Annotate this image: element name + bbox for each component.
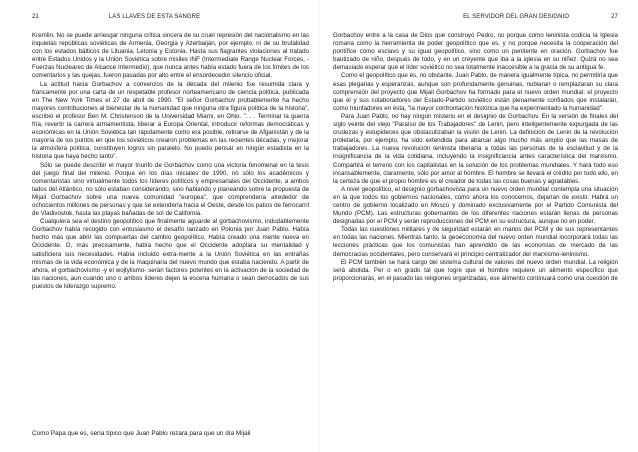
paragraph: Cualquiera sea el destino geopolítico que finalmente aguarde al gorbachovismo, indudablemente Gorbachov había recogido con entusiasmo el desafío lanzado en Polonia por Juan Pablo. Había hecho más que abrir las compuertas del cambio geopolítico. Había creado una mente nueva en Occidente. O, más precisamente, había hecho que el Occidente adoptara su mentalidad y satisficiera sus necesidades. Había incluido extra-mente a la Unión Soviética en las entrañas mismas de la vida económica y de la maquinaria del nuevo mundo que estaba naciendo. A partir de ahora, el gorbachovismo -y el wojtylismo- serán factores potentes en la activación de la sociedad de las naciones, aun cuando uno o ambos líderes dejen la escena humana o sean derrocados de sus puestos de liderazgo supremo.: [32, 218, 309, 290]
paragraph: La actitud hacia Gorbachov a comienzos de la década del milenio fue resumida clara y francamente por una carta de un respetable profesor norteamericano de ciencia política, publicada en The New York Times el 27 de abril de 1990. "El señor Gorbachov probablemente ha hecho mayores contribuciones al bienestar de la humanidad que ninguna otra figura política de la historia", escribió el profesor Ben M. Christenson de la Universidad Miami, en Ohio. ". . . Terminar la guerra fría, revertir la carrera armamentista, liberar a Europa Oriental, introducir reformas democráticas y económicas en la Unión Soviética tan rápidamente como era posible, retirarse de Afganistán y de la mayoría de los puntos en que los soviéticos crearon problemas en las recientes décadas, y mejorar la atmósfera política, constituyen logros sin paralelo. No puedo pensar en ningún estadista en la historia que haya hecho tanto".: [32, 80, 309, 161]
running-head: EL SERVIDOR DEL GRAN DESIGNIO: [463, 14, 570, 20]
page-number: 27: [611, 14, 618, 20]
paragraph: El PCM también se hará cargo del sistema cultural de valores del nuevo orden mundial. La religión será abolida. Per o en grado tal que logre que el hombre requiere un alimento específico que proporcionarás, en el pasado las religiones organizadas, ese alimento continuará como una cuestión de: [333, 258, 618, 282]
paragraph: Sólo se puede describir el mayor triunfo de Gorbachov como una victoria fenomenal en la tesis del juego final del milenio. Porque en los días iniciales de 1990, no sólo los académicos y comentaristas sino virtualmente todos los líderes políticos y empresariales del Occidente, a ambos lados del Atlántico, no sólo estaban considerando, sino hablando y planeando sobre la propuesta de Mijail Gorbachov sobre una nueva comunidad "europea", que comprendería alrededor de ochocientos millones de personas y que se extendería hacia el Oeste, desde los patios de ferrocarril de Vladivostok, hasta las playas bañadas de sol de California.: [32, 161, 309, 218]
paragraph: A nivel geopolítico, el designio gorbachovista para un nuevo orden mundial contempla una situación en la que todos los gobiernos nacionales, como ahora los conocemos, dejarían de existir. Habrá un centro de gobierno localizado en Moscú y dominado exclusivamente por el Partido Comunista del Mundo (PCM). Las estructuras gobernantes de los diferentes naciones estarán llenas de personas designadas por el PCM y serán reproducciones del PCM en su estructura, aunque no en poder.: [333, 185, 618, 226]
paragraph: Kremlin. No se puede arriesgar ninguna crítica sincera de su cruel represión del nacionalismo en las inquietas repúblicas soviéticas de Armenia, Georgia y Azerbaiján, por ejemplo, ni de su brutalidad con los estados bálticos de Lituania, Letonia y Estonia. Hasta sus flagrantes violaciones al tratado entre Estados Unidos y la Unión Soviética sobre misiles INF (Intermediate Range Nuclear Forces, -Fuerzas Nucleares de Alcance Intermedio), que nunca antes había estado fuera de los límites de los comentarios y las quejas, fueron pasadas por alto entre el ensordecedor silencio oficial.: [32, 32, 309, 80]
paragraph: Como el geopolítico que es, no obstante, Juan Pablo, de manera igualmente típica, no permitiría que esas plegarias y esperanzas, aunque son profundamente genuinas, nublaran o remplazaran su clara comprensión del proyecto que Mijail Gorbachov ha formado para el nuevo orden mundial: el proyecto que él y sus colaboradores del Estado-Partido soviético están plenamente confiados que instalarán, como triunfadores en ésta, "la mayor confrontación histórica que ha experimentado la humanidad".: [333, 72, 618, 112]
paragraph: Todas las cuestiones militares y de seguridad estarán en manos del PCM y de sus representantes en todas las naciones. Mientras tanto, la geoeconomía del nuevo orden mundial incorporará todas las lecciones prácticas que los comunistas han aprendido de las economías de mercado de las democracias occidentales, pero conservará el principio centralizador del marxismo-leninismo.: [333, 226, 618, 258]
footnote: Como Papa que es, sería típico que Juan Pablo rezara para que un día Mijail: [32, 430, 251, 437]
left-page-header: [32, 14, 309, 22]
right-page-header: [333, 14, 618, 22]
left-page-body: [32, 32, 309, 291]
right-page-body: [333, 32, 618, 283]
right-page: [319, 0, 638, 452]
paragraph: Para Juan Pablo, no hay ningún misterio en el designio de Gorbachov. En la versión de finales del siglo veinte del viejo "Paraíso de los Trabajadores" de Lenin, pero inteligentemente expurgada de las crudezas y estupideces que obstaculizaban la visión de Lenin. La definición de Lenin de la revolución proletaria, por ejemplo, ha sido extendida para abarcar algo mucho más amplio que las masas de trabajadores. La nueva revolución leninista liberaría a todas las personas de la esclavitud y de la insignificancia de la vida cotidiana, incluyendo la insignificancia antes característica del marxismo. Compartirá el terreno con los capitalistas en la solución de los problemas mundiales. Y hará todo eso incansablemente, claramente, sólo por amor al hombre. El hombre se llevará el crédito por todo ello, en la certeza de que el propio hombre es el creador de todas las cosas buenas y agradables.: [333, 112, 618, 185]
page-number: 21: [32, 14, 39, 20]
running-head: LAS LLAVES DE ESTA SANGRE: [108, 14, 201, 20]
paragraph: Gorbachov entre a la casa de Dios que construyó Pedro, no porque como leninista codicia la Iglesia romana como la herramienta de poder geopolítico que es, y no porque necesita la cooperación del pontífice como esclavo y su igual geopolítico, sino como un penitente en oración. Gorbachov fue bautizado de niño, después de todo, y en un creyente que iba a la iglesia en su niñez. Quizá no sea demasiado esperar que el líder soviético no sea totalmente inaccesible a la gracia de su antigua fe.: [333, 32, 618, 72]
